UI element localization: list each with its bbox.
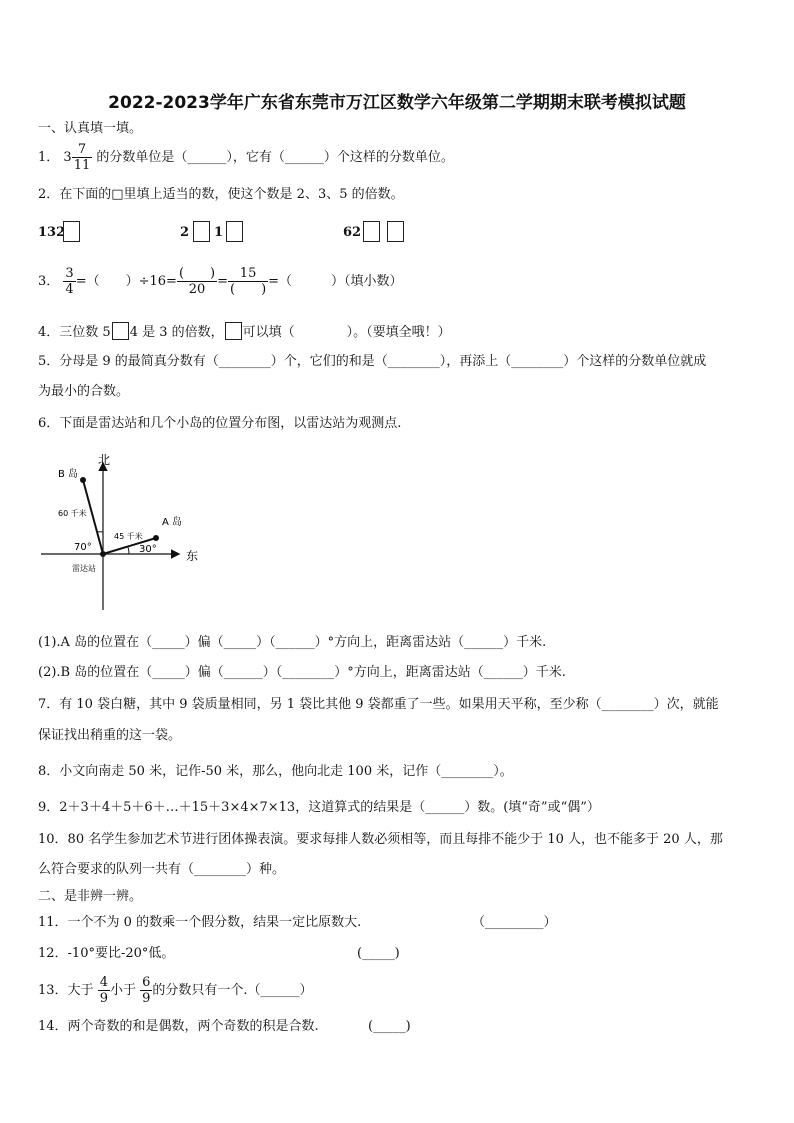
q13-fraction-2 xyxy=(140,975,152,1006)
q13-fraction-1 xyxy=(98,975,110,1006)
question-5-line-2: 为最小的合数。 xyxy=(38,384,130,399)
q13-part2: 小于 xyxy=(109,983,136,998)
q2-b-prefix: 2 xyxy=(180,225,190,240)
q3-f3-numerator: 15 xyxy=(228,266,268,282)
angle-a-label: 30° xyxy=(139,544,157,555)
q2-a-box[interactable] xyxy=(63,221,80,242)
north-label: 北 xyxy=(98,453,111,467)
question-14-blank[interactable]: (_____) xyxy=(368,1019,411,1034)
q2-b-box-2[interactable] xyxy=(226,221,243,242)
q4-box-1[interactable] xyxy=(112,322,129,340)
q2-b-box-1[interactable] xyxy=(193,221,210,242)
question-2-text: 2．在下面的□里填上适当的数，使这个数是 2、3、5 的倍数。 xyxy=(38,187,404,202)
east-label: 东 xyxy=(186,549,199,563)
section-heading-1: 一、认真填一填。 xyxy=(38,121,143,136)
q13-f1-numerator: 4 xyxy=(99,975,108,990)
question-6-text: 6．下面是雷达站和几个小岛的位置分布图，以雷达站为观测点. xyxy=(38,416,402,431)
q2-b-mid: 1 xyxy=(214,225,224,240)
q1-fraction xyxy=(72,142,93,173)
q4-box-2[interactable] xyxy=(225,322,242,340)
q3-f2-denominator: 20 xyxy=(188,282,206,297)
b-island-label: B 岛 xyxy=(58,469,79,480)
question-10-line-1: 10．80 名学生参加艺术节进行团体操表演。要求每排人数必须相等，而且每排不能少于 10 人，也不能多于 20 人，那 xyxy=(38,832,723,847)
q13-f2-numerator: 6 xyxy=(142,975,151,990)
a-island-point xyxy=(153,535,159,541)
question-11-blank[interactable]: （_________） xyxy=(472,915,557,930)
q3-f2-numerator: ( ) xyxy=(178,266,216,281)
q4-part1: 4．三位数 5 xyxy=(38,325,111,340)
q3-f1-numerator: 3 xyxy=(65,266,74,281)
q2-c-prefix: 62 xyxy=(343,225,362,240)
a-island-label: A 岛 xyxy=(162,517,183,528)
question-8: 8．小文向南走 50 米，记作-50 米，那么，他向北走 100 米，记作（________）。 xyxy=(38,764,513,779)
q3-fraction-2 xyxy=(177,266,217,297)
question-4 xyxy=(38,322,451,342)
q1-denominator: 11 xyxy=(73,158,91,173)
q4-part2: 4 是 3 的倍数， xyxy=(129,325,224,340)
question-6-sub-1: (1).A 岛的位置在（_____）偏（_____）（______）°方向上，距离雷达站（______）千米. xyxy=(38,635,547,650)
question-3 xyxy=(38,264,403,300)
question-11-text: 11．一个不为 0 的数乘一个假分数，结果一定比原数大. xyxy=(38,915,362,930)
page-title: 2022-2023学年广东省东莞市万江区数学六年级第二学期期末联考模拟试题 xyxy=(108,93,686,113)
question-12-text: 12．-10°要比-20°低。 xyxy=(38,946,175,961)
q3-f1-denominator: 4 xyxy=(65,282,74,297)
q2-c-box-2[interactable] xyxy=(387,221,404,242)
q3-number: 3． xyxy=(38,274,60,289)
q13-part1: 13．大于 xyxy=(38,983,94,998)
q2-a-prefix: 132 xyxy=(38,225,66,240)
q1-number: 1． xyxy=(38,150,60,165)
q3-f3-denominator: ( ) xyxy=(230,282,267,297)
question-13 xyxy=(38,975,313,1007)
q3-part1: =（ ）÷16= xyxy=(75,274,177,289)
angle-b-label: 70° xyxy=(74,542,92,553)
q1-whole: 3 xyxy=(63,150,72,165)
q3-fraction-1 xyxy=(63,266,75,297)
a-distance-label: 45 千米 xyxy=(114,532,143,541)
question-9: 9．2＋3＋4＋5＋6＋…＋15＋3×4×7×13，这道算式的结果是（______）数。(填“奇”或“偶”） xyxy=(38,800,600,815)
q4-part3: 可以填（ ）。（要填全哦！） xyxy=(242,325,451,340)
q1-text: 的分数单位是（______），它有（______）个这样的分数单位。 xyxy=(96,150,454,165)
question-6-sub-2: (2).B 岛的位置在（_____）偏（______）（________）°方向上，距离雷达站（______）千米. xyxy=(38,665,566,680)
b-island-point xyxy=(80,477,86,483)
q13-f1-denominator: 9 xyxy=(99,991,108,1006)
question-12-blank[interactable]: (_____) xyxy=(357,946,400,961)
b-distance-label: 60 千米 xyxy=(58,509,87,518)
angle-30-arc xyxy=(128,547,129,554)
radar-station-point xyxy=(100,551,106,557)
question-1 xyxy=(38,142,454,173)
radar-position-diagram xyxy=(38,448,218,618)
radar-station-label: 雷达站 xyxy=(72,564,96,573)
question-14-text: 14．两个奇数的和是偶数，两个奇数的积是合数. xyxy=(38,1019,319,1034)
q3-fraction-3 xyxy=(228,266,268,297)
question-7-line-1: 7．有 10 袋白糖，其中 9 袋质量相同，另 1 袋比其他 9 袋都重了一些。如果用天平称，至少称（________）次，就能 xyxy=(38,697,719,712)
question-7-line-2: 保证找出稍重的这一袋。 xyxy=(38,728,182,743)
q1-numerator: 7 xyxy=(72,142,93,158)
q13-f2-denominator: 9 xyxy=(142,991,151,1006)
question-10-line-2: 么符合要求的队列一共有（________）种。 xyxy=(38,862,286,877)
q3-eq: = xyxy=(217,274,228,289)
question-5-line-1: 5．分母是 9 的最简真分数有（________）个，它们的和是（________），再添上（________）个这样的分数单位就成 xyxy=(38,354,707,369)
q3-part2: =（ ）（填小数） xyxy=(268,274,403,289)
q13-part3: 的分数只有一个.（______） xyxy=(152,983,313,998)
section-heading-2: 二、是非辨一辨。 xyxy=(38,889,143,904)
q2-c-box-1[interactable] xyxy=(363,221,380,242)
